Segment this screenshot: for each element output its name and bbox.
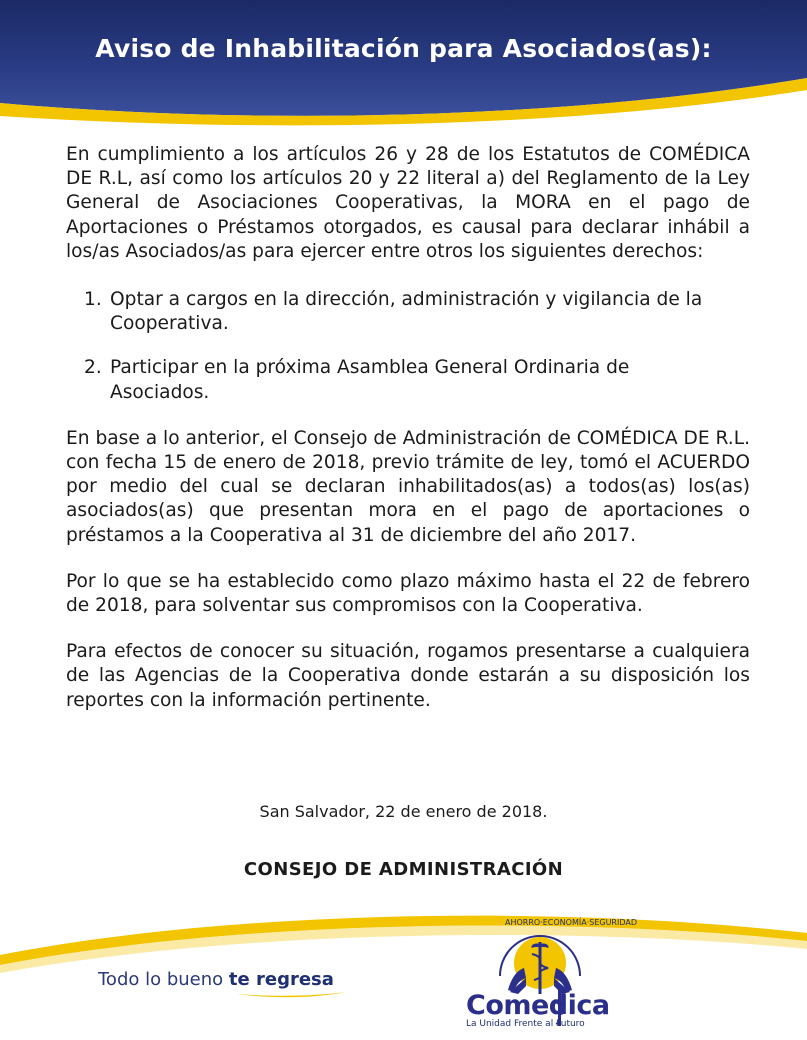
logo-wordmark: Comedica [466,990,610,1021]
list-item-text: Optar a cargos en la dirección, administración y vigilancia de la Cooperativa. [110,289,703,335]
paragraph-instructions: Para efectos de conocer su situación, rogamos presentarse a cualquiera de las Agencias de la Cooperativa donde estarán a su disposición los reportes con la información pertinente. [66,641,750,711]
date-line: San Salvador, 22 de enero de 2018. [259,802,548,821]
header-band [0,0,807,135]
list-item-text: Participar en la próxima Asamblea General Ordinaria de Asociados. [110,357,630,403]
tagline [98,969,334,990]
paragraph-agreement: En base a lo anterior, el Consejo de Administración de COMÉDICA DE R.L. con fecha 15 de enero de 2018, previo trámite de ley, tomó el ACUERDO por medio del cual se declaran inhabilitados(as) a todos(as) los(as) asociados(as) que presentan mora en el pago de aportaciones o préstamos a la Cooperativa al 31 de diciembre del año 2017. [66,427,750,546]
list-number: 2. [84,357,102,379]
list-item [66,356,750,404]
notice-body [66,143,750,713]
list-item [66,288,750,336]
tagline-swoosh [236,990,346,1000]
logo-motto: La Unidad Frente al Futuro [466,1019,585,1029]
paragraph-deadline: Por lo que se ha establecido como plazo máximo hasta el 22 de febrero de 2018, para solventar sus compromisos con la Cooperativa. [66,570,750,617]
page-title: Aviso de Inhabilitación para Asociados(as): [95,34,712,63]
rights-list [66,288,750,405]
signature: CONSEJO DE ADMINISTRACIÓN [243,859,564,880]
tagline-bold: te regresa [228,969,334,990]
paragraph-intro: En cumplimiento a los artículos 26 y 28 de los Estatutos de COMÉDICA DE R.L, así como los artículos 20 y 22 literal a) del Reglamento de la Ley General de Asociaciones Cooperativas, la MORA en el pago de Aportaciones o Préstamos otorgados, es causal para declarar inhábil a los/as Asociados/as para ejercer entre otros los siguientes derechos: [66,144,750,262]
list-number: 1. [84,289,102,311]
tagline-regular: Todo lo bueno [98,969,229,990]
logo-arc-text: AHORRO·ECONOMÍA·SEGURIDAD [505,918,637,927]
